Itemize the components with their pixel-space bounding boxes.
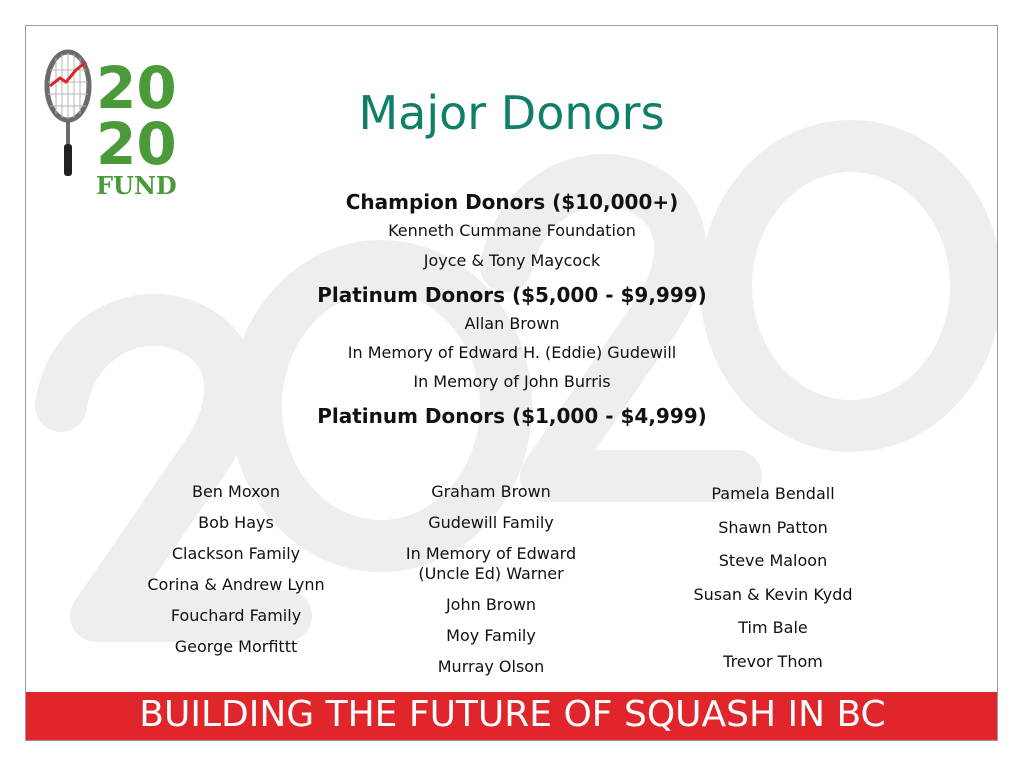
logo-line2: 20 xyxy=(96,110,177,178)
donor-name: Ben Moxon xyxy=(191,482,281,501)
donor-name: John Brown xyxy=(445,595,537,614)
champion-section xyxy=(216,188,808,276)
logo-line1: 20 xyxy=(96,54,177,122)
donor-name: Fouchard Family xyxy=(170,606,302,625)
donor-name: Shawn Patton xyxy=(718,517,828,537)
donor-column-3 xyxy=(663,477,883,678)
donor-name: In Memory of Edward xyxy=(405,544,577,563)
donor-name: Trevor Thom xyxy=(723,651,823,671)
banner-text: BUILDING THE FUTURE OF SQUASH IN BC xyxy=(139,694,886,735)
platinum-low-heading: Platinum Donors ($1,000 - $4,999) xyxy=(317,404,707,428)
platinum-high-section xyxy=(216,281,808,396)
logo-word: FUND xyxy=(96,171,177,200)
donor-name: Moy Family xyxy=(446,626,536,645)
donor-name: Joyce & Tony Maycock xyxy=(423,251,601,270)
donor-name: Allan Brown xyxy=(464,314,560,333)
donor-name: Steve Maloon xyxy=(718,551,828,570)
donor-name: Kenneth Cummane Foundation xyxy=(388,221,636,240)
platinum-low-section xyxy=(216,402,808,430)
donor-name: Corina & Andrew Lynn xyxy=(147,575,325,594)
donor-name: Susan & Kevin Kydd xyxy=(693,584,853,604)
donor-name: Pamela Bendall xyxy=(711,484,835,503)
donor-name: In Memory of John Burris xyxy=(413,372,611,391)
donor-name: In Memory of Edward H. (Eddie) Gudewill xyxy=(347,343,677,362)
donor-column-2 xyxy=(371,476,611,682)
donor-name: George Morfittt xyxy=(174,637,298,656)
page-title: Major Donors xyxy=(358,86,665,140)
donor-name: Graham Brown xyxy=(431,482,551,501)
donor-name: Clackson Family xyxy=(171,544,301,563)
donor-column-1 xyxy=(126,476,346,662)
donor-name: Bob Hays xyxy=(198,513,274,532)
champion-heading: Champion Donors ($10,000+) xyxy=(345,190,679,214)
slide xyxy=(25,25,998,741)
donor-name: Gudewill Family xyxy=(428,513,554,532)
donor-name: (Uncle Ed) Warner xyxy=(418,564,564,583)
donor-name: Tim Bale xyxy=(738,618,808,637)
donor-name: Murray Olson xyxy=(437,657,545,676)
footer-banner xyxy=(26,692,998,741)
platinum-high-heading: Platinum Donors ($5,000 - $9,999) xyxy=(317,283,707,307)
